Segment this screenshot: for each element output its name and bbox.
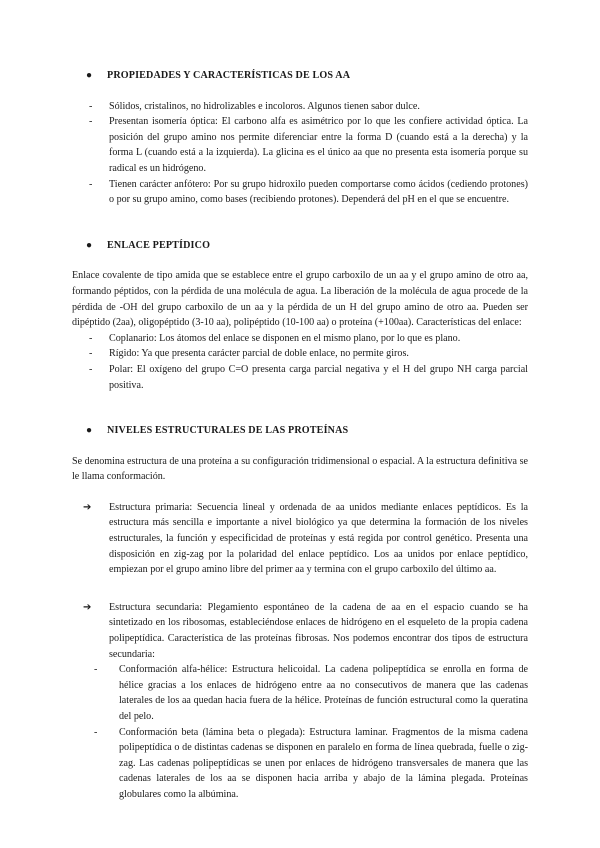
enlace-list xyxy=(72,331,528,393)
arrow-icon: ➔ xyxy=(83,501,92,513)
list-item: - Tienen carácter anfótero: Por su grupo hidroxilo pueden comportarse como ácidos (cediendo protones) o por su grupo amino, como bases (recibiendo protones). Dependerá del pH en el que se encuentre. xyxy=(89,178,528,206)
estructura-primaria: ➔ Estructura primaria: Secuencia lineal y ordenada de aa unidos mediante enlaces peptídicos. Es la estructura más sencilla e importante a nivel biológico ya que determina la formación de los niveles estructurales, la función y especificidad de proteínas y está regida por control genético. Presenta una disposición en zig-zag por la polaridad del enlace peptídico. Los aa unidos por enlace peptídico, empiezan por el grupo amino libre del primer aa y termina con el grupo carboxilo del último aa. xyxy=(83,501,528,576)
list-item: - Conformación beta (lámina beta o plegada): Estructura laminar. Fragmentos de la misma cadena polipeptídica o de distintas cadenas se disponen en paralelo en forma de línea quebrada, fuelle o zig-zag. Las cadenas polipeptídicas se unen por enlaces de hidrógeno transversales de manera que las cadenas laterales de los aa se disponen hacia arriba y abajo de la lámina plegada. Proteínas globulares como la albúmina. xyxy=(94,726,528,800)
list-item: - Conformación alfa-hélice: Estructura helicoidal. La cadena polipeptídica se enrolla en forma de hélice gracias a los enlaces de hidrógeno entre aa no consecutivos de manera que las cadenas laterales de los aa quedan hacia fuera de la hélice. Proteínas de función estructural como la queratina del pelo. xyxy=(94,664,528,722)
heading-niveles xyxy=(72,423,528,439)
bullet-icon: ● xyxy=(86,239,93,251)
bullet-icon: ● xyxy=(86,425,93,437)
list-item: - Rígido: Ya que presenta carácter parcial de doble enlace, no permite giros. xyxy=(89,348,409,360)
arrow-icon: ➔ xyxy=(83,601,92,613)
list-item: - Coplanario: Los átomos del enlace se disponen en el mismo plano, por lo que es plano. xyxy=(89,332,461,344)
enlace-paragraph: Enlace covalente de tipo amida que se establece entre el grupo carboxilo de un aa y el grupo amino de otro aa, formando péptidos, con la pérdida de una molécula de agua. La liberación de la molécula de agua procede de la pérdida de -OH del grupo carboxilo de un aa y la pérdida de un H del grupo amino de otro aa. Pueden ser dipéptido (2aa), oligopéptido (3-10 aa), polipéptido (10-100 aa) o proteína (+100aa). Características del enlace: xyxy=(72,270,528,329)
heading-text: PROPIEDADES Y CARACTERÍSTICAS DE LOS AA xyxy=(107,70,351,81)
document-page xyxy=(72,68,528,803)
list-item: - Polar: El oxígeno del grupo C=O presenta carga parcial negativa y el H del grupo NH carga parcial positiva. xyxy=(89,363,528,391)
heading-text: ENLACE PEPTÍDICO xyxy=(107,239,211,251)
list-item: - Sólidos, cristalinos, no hidrolizables e incoloros. Algunos tienen sabor dulce. xyxy=(89,100,420,112)
heading-propiedades xyxy=(72,68,528,84)
list-item: - Presentan isomería óptica: El carbono alfa es asimétrico por lo que les confiere actividad óptica. La posición del grupo amino nos permite diferenciar entre la forma D (cuando está a la derecha) y la forma L (cuando está a la izquierda). La glicina es el único aa que no presenta esta isomería porque su radical es un hidrógeno. xyxy=(89,116,528,174)
heading-enlace xyxy=(72,238,528,254)
bullet-icon: ● xyxy=(86,70,93,81)
estructura-secundaria: ➔ Estructura secundaria: Plegamiento espontáneo de la cadena de aa en el espacio cuando se ha sintetizado en los ribosomas, estableciéndose enlaces de hidrógeno en el esqueleto de la propia cadena polipeptídica. Característica de las proteínas fibrosas. Nos podemos encontrar dos tipos de estructura secundaria: xyxy=(83,601,528,660)
heading-text: NIVELES ESTRUCTURALES DE LAS PROTEÍNAS xyxy=(107,425,349,437)
conformaciones-list xyxy=(72,662,528,802)
niveles-paragraph: Se denomina estructura de una proteína a su configuración tridimensional o espacial. A la estructura definitiva se le llama conformación. xyxy=(72,455,528,483)
propiedades-list xyxy=(72,99,528,208)
